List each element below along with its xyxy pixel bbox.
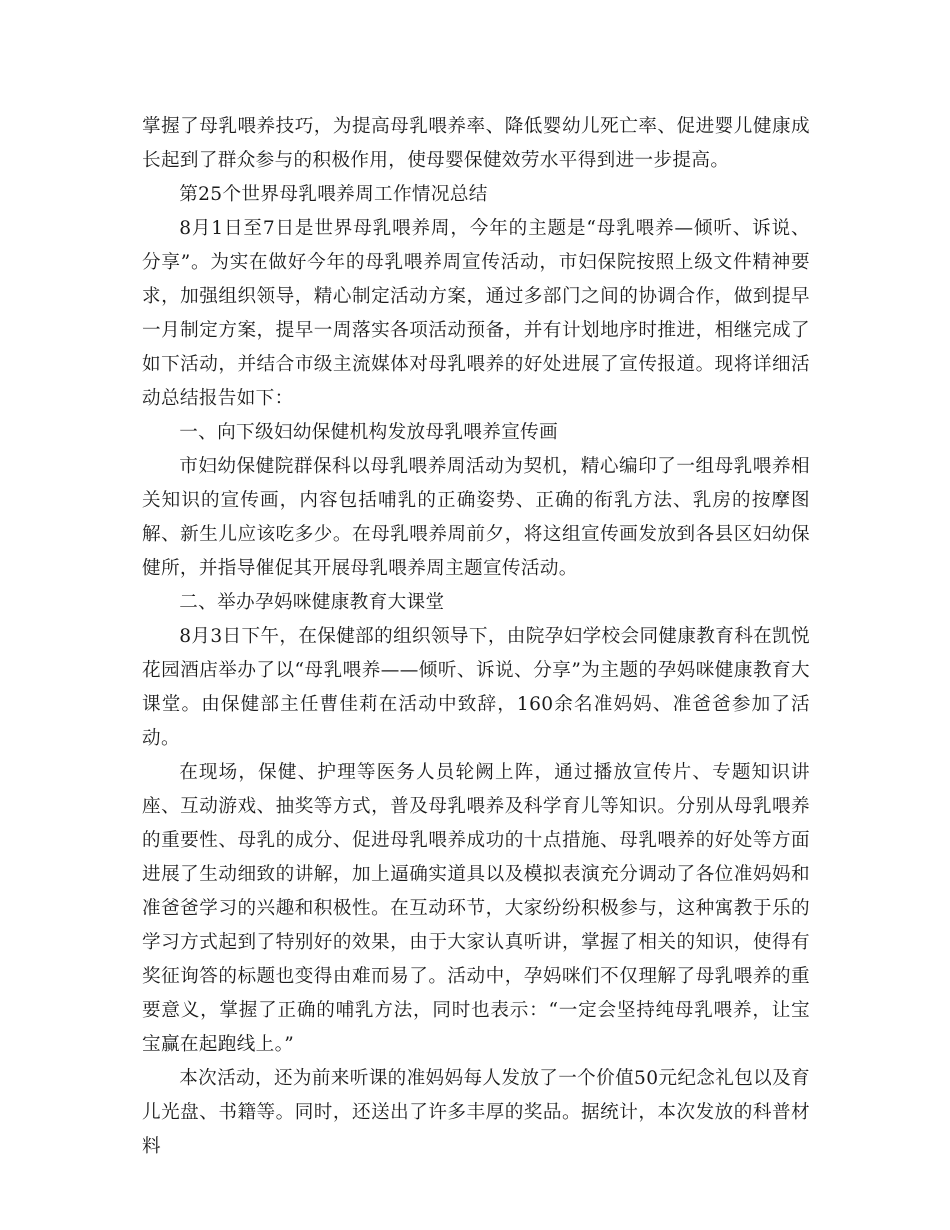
document-body [142, 110, 810, 1164]
paragraph-class: 8月3日下午，在保健部的组织领导下，由院孕妇学校会同健康教育科在凯悦花园酒店举办了以“母乳喂养——倾听、诉说、分享”为主题的孕妈咪健康教育大课堂。由保健部主任曹佳莉在活动中致辞，160余名准妈妈、准爸爸参加了活动。 [142, 626, 810, 749]
paragraph-gifts: 本次活动，还为前来听课的准妈妈每人发放了一个价值50元纪念礼包以及育儿光盘、书籍等。同时，还送出了许多丰厚的奖品。据统计，本次发放的科普材料 [142, 1068, 810, 1157]
paragraph-continuation: 掌握了母乳喂养技巧，为提高母乳喂养率、降低婴幼儿死亡率、促进婴儿健康成长起到了群众参与的积极作用，使母婴保健效劳水平得到进一步提高。 [142, 116, 810, 171]
section-heading-1: 一、向下级妇幼保健机构发放母乳喂养宣传画 [179, 422, 559, 443]
paragraph-onsite: 在现场，保健、护理等医务人员轮阙上阵，通过播放宣传片、专题知识讲座、互动游戏、抽奖等方式，普及母乳喂养及科学育儿等知识。分别从母乳喂养的重要性、母乳的成分、促进母乳喂养成功的十点措施、母乳喂养的好处等方面进展了生动细致的讲解，加上逼确实道具以及模拟表演充分调动了各位准妈妈和准爸爸学习的兴趣和积极性。在互动环节，大家纷纷积极参与，这种寓教于乐的学习方式起到了特别好的效果，由于大家认真听讲，掌握了相关的知识，使得有奖征询答的标题也变得由难而易了。活动中，孕妈咪们不仅理解了母乳喂养的重要意义，掌握了正确的哺乳方法，同时也表示：“一定会坚持纯母乳喂养，让宝宝赢在起跑线上。” [142, 762, 810, 1055]
section-title: 第25个世界母乳喂养周工作情况总结 [179, 184, 488, 205]
paragraph-posters: 市妇幼保健院群保科以母乳喂养周活动为契机，精心编印了一组母乳喂养相关知识的宣传画，内容包括哺乳的正确姿势、正确的衔乳方法、乳房的按摩图解、新生儿应该吃多少。在母乳喂养周前夕，将这组宣传画发放到各县区妇幼保健所，并指导催促其开展母乳喂养周主题宣传活动。 [142, 456, 810, 579]
section-heading-2: 二、举办孕妈咪健康教育大课堂 [179, 592, 445, 613]
paragraph-intro: 8月1日至7日是世界母乳喂养周，今年的主题是“母乳喂养—倾听、诉说、分享”。为实在做好今年的母乳喂养周宣传活动，市妇保院按照上级文件精神要求，加强组织领导，精心制定活动方案，通过多部门之间的协调合作，做到提早一月制定方案，提早一周落实各项活动预备，并有计划地序时推进，相继完成了如下活动，并结合市级主流媒体对母乳喂养的好处进展了宣传报道。现将详细活动总结报告如下： [142, 218, 810, 409]
